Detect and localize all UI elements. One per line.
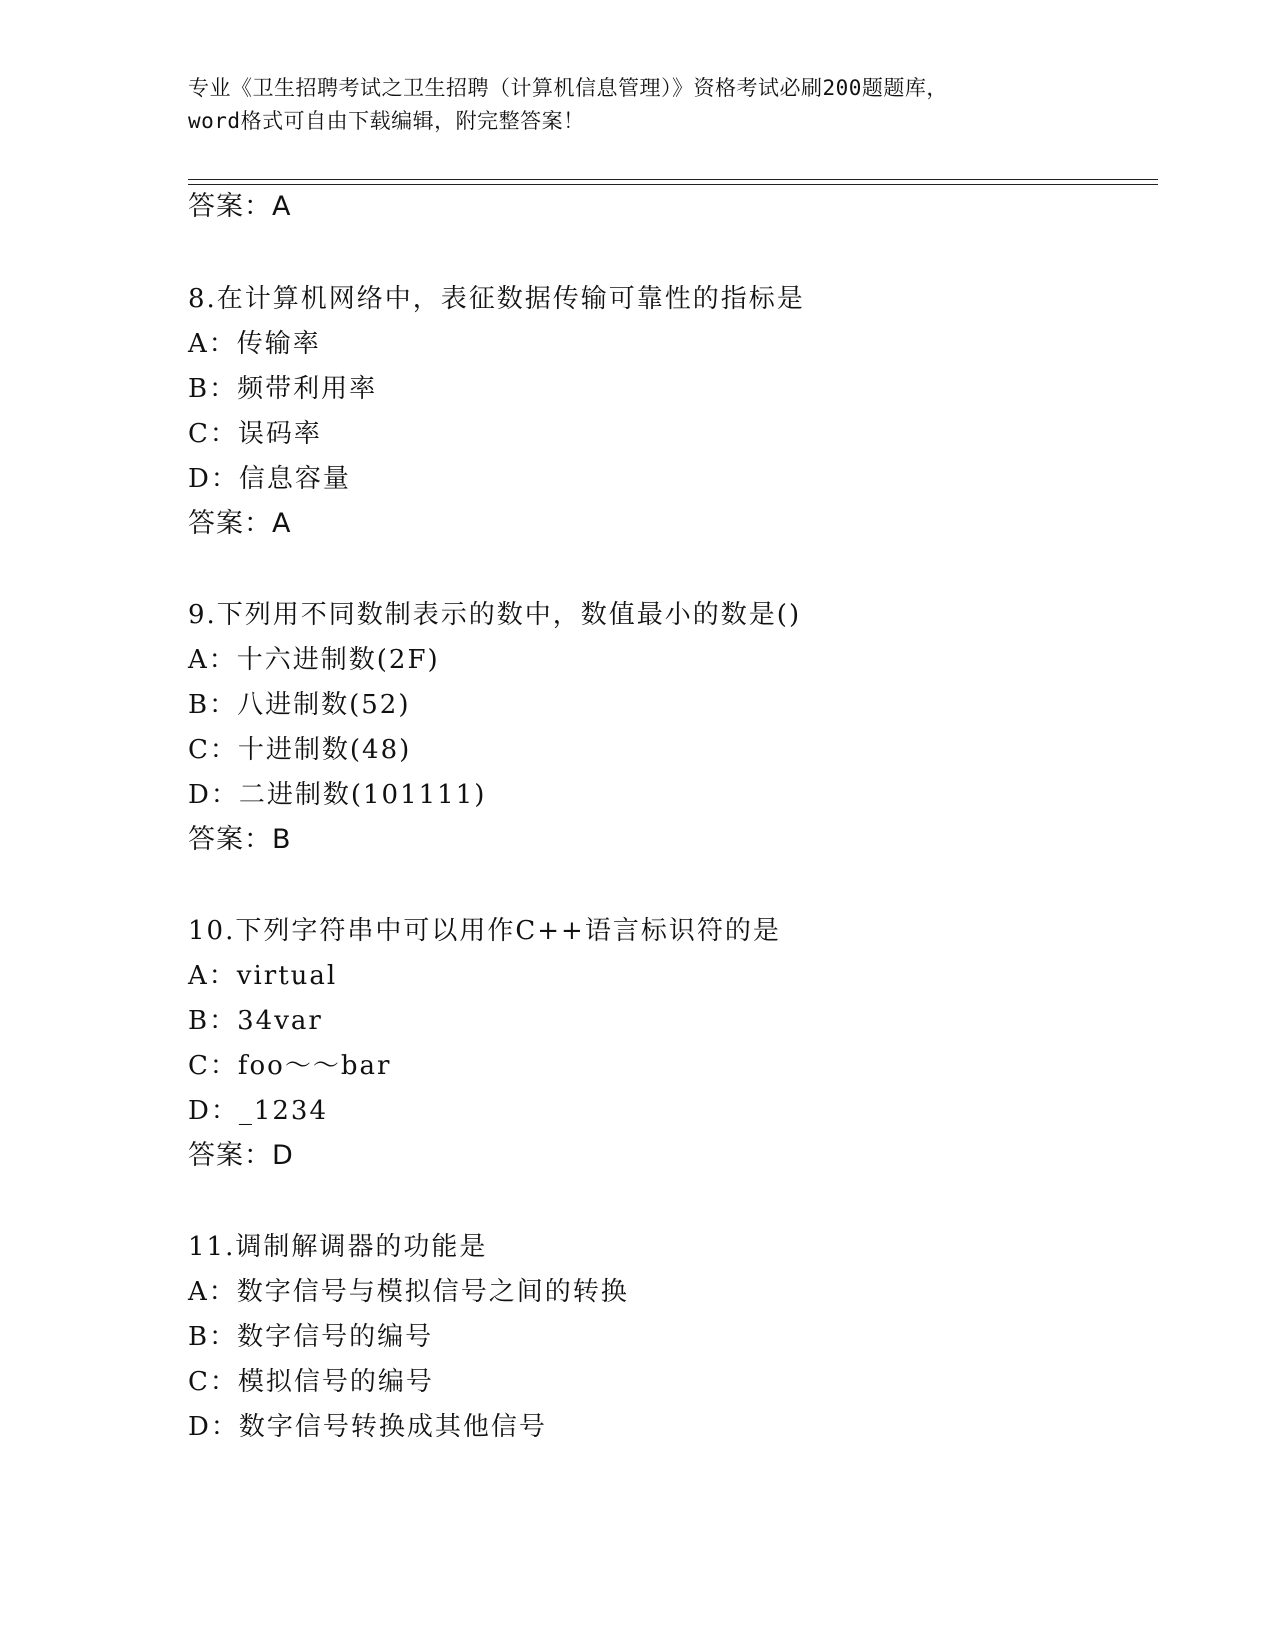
option-a: A：传输率 [188,329,321,359]
option-b: B：34var [188,1006,323,1036]
option-b: B：八进制数(52) [188,690,411,720]
option-c: C：十进制数(48) [188,735,412,765]
option-b: B：数字信号的编号 [188,1322,434,1352]
question-stem: 11.调制解调器的功能是 [188,1232,488,1262]
option-d: D：二进制数(101111) [188,780,487,810]
header-title-line-2: word格式可自由下载编辑，附完整答案！ [188,109,585,133]
option-c: C：foo～～bar [188,1051,392,1081]
option-a: A：数字信号与模拟信号之间的转换 [188,1277,629,1307]
question-stem: 10.下列字符串中可以用作C++语言标识符的是 [188,916,781,946]
question-stem: 9.下列用不同数制表示的数中，数值最小的数是() [188,600,802,630]
question-answer: 答案：D [188,1140,294,1171]
question-answer: 答案：A [188,508,292,539]
option-a: A：virtual [188,961,338,991]
option-d: D：_1234 [188,1096,329,1126]
question-stem: 8.在计算机网络中，表征数据传输可靠性的指标是 [188,284,805,314]
option-d: D：信息容量 [188,464,351,494]
question-answer: 答案：B [188,824,292,855]
option-a: A：十六进制数(2F) [188,645,440,675]
document-header [188,72,1088,138]
option-c: C：模拟信号的编号 [188,1367,434,1397]
header-title-line-1: 专业《卫生招聘考试之卫生招聘（计算机信息管理）》资格考试必刷200题题库， [188,76,948,100]
previous-answer: 答案：A [188,191,292,222]
option-d: D：数字信号转换成其他信号 [188,1412,547,1442]
option-c: C：误码率 [188,419,322,449]
option-b: B：频带利用率 [188,374,378,404]
header-divider-top [188,179,1158,180]
header-divider-bottom [188,184,1158,185]
